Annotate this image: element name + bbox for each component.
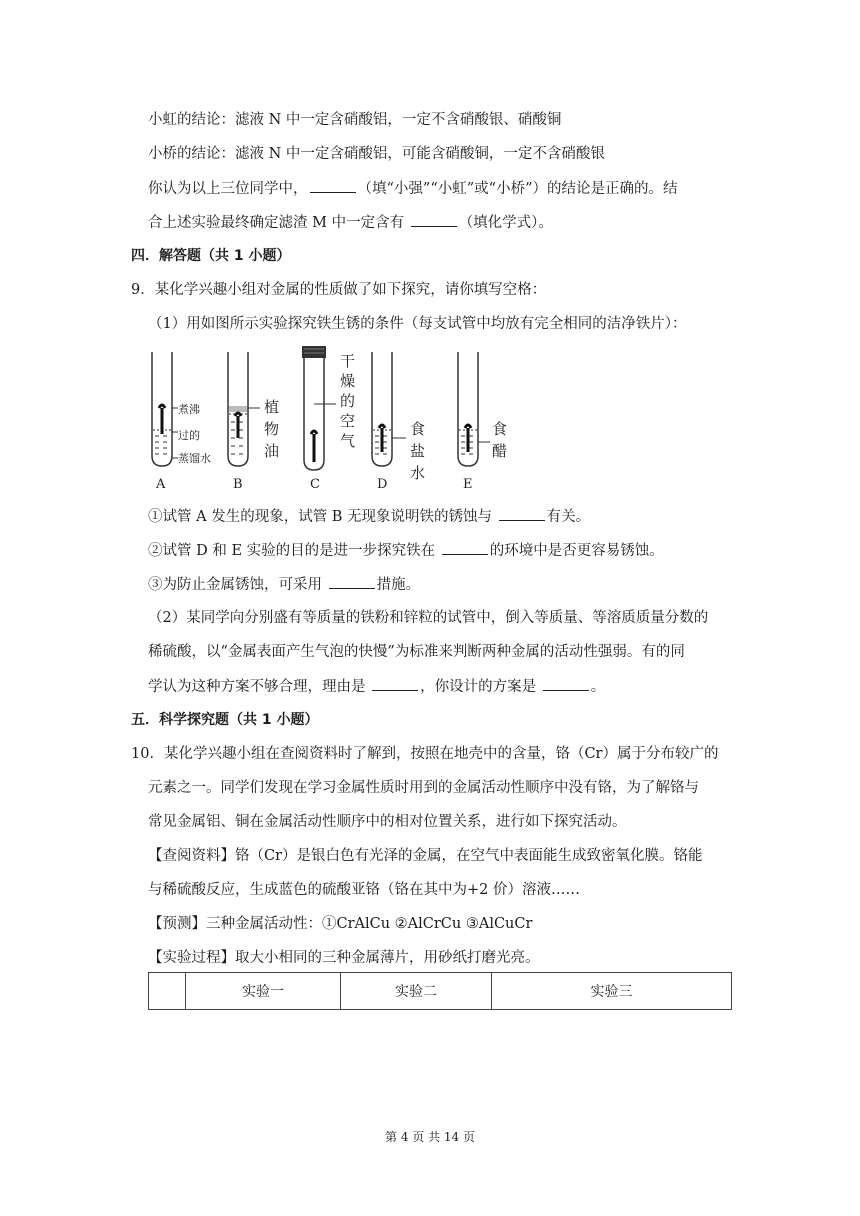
text-fragment: ，你设计的方案是	[420, 679, 541, 695]
answer-blank	[499, 506, 545, 521]
text-line	[148, 506, 590, 527]
text-line: 【查阅资料】铬（Cr）是银白色有光泽的金属，在空气中表面能生成致密氧化膜。铬能	[148, 848, 703, 864]
text-line: 元素之一。同学们发现在学习金属性质时用到的金属活动性顺序中没有铬，为了解铬与	[148, 780, 699, 796]
tube-label: D	[377, 477, 388, 492]
tube-e-label-2: 醋	[492, 442, 508, 460]
answer-blank	[442, 540, 488, 555]
text-line: 稀硫酸，以“金属表面产生气泡的快慢”为标准来判断两种金属的活动性强弱。有的同	[148, 644, 685, 660]
question-10: 10．某化学兴趣小组在查阅资料时了解到，按照在地壳中的含量，铬（Cr）属于分布较广的	[131, 746, 719, 762]
test-tube-figure	[140, 342, 530, 494]
answer-blank	[411, 212, 457, 227]
experiment-table	[148, 972, 732, 1010]
tube-b	[228, 352, 279, 492]
section-heading: 五．科学探究题（共 1 小题）	[131, 712, 319, 728]
text-fragment: 有关。	[546, 509, 591, 525]
text-fragment: 的环境中是否更容易锈蚀。	[489, 543, 664, 559]
text-line: 【预测】三种金属活动性：①CrAlCu ②AlCrCu ③AlCuCr	[148, 916, 533, 932]
tube-c-label-4: 空	[340, 412, 356, 430]
question-9: 9．某化学兴趣小组对金属的性质做了如下探究，请你填写空格：	[131, 282, 547, 298]
tube-label: A	[156, 477, 166, 492]
table-header-cell	[149, 973, 186, 1010]
tube-b-label-1: 植	[264, 398, 280, 416]
text-fragment: ②试管 D 和 E 实验的目的是进一步探究铁在	[148, 543, 440, 559]
tube-c-label-5: 气	[340, 432, 356, 450]
tube-label: B	[233, 477, 243, 492]
text-fragment: 学认为这种方案不够合理，理由是	[148, 679, 371, 695]
text-line: （2）某同学向分别盛有等质量的铁粉和锌粒的试管中，倒入等质量、等溶质质量分数的	[148, 610, 709, 626]
text-line: 与稀硫酸反应，生成蓝色的硫酸亚铬（铬在其中为+2 价）溶液……	[148, 882, 580, 898]
table-header-cell: 实验三	[492, 973, 732, 1010]
tube-e-label-1: 食	[492, 420, 508, 438]
tube-e	[458, 352, 507, 492]
table-header-cell: 实验二	[341, 973, 492, 1010]
answer-blank	[329, 574, 375, 589]
text-line	[148, 178, 677, 199]
answer-blank	[372, 676, 418, 691]
tube-a-label-3: 蒸馏水	[178, 452, 211, 465]
tube-label: C	[310, 477, 320, 492]
tube-a	[152, 352, 211, 492]
text-fragment: 你认为以上三位同学中，	[148, 181, 308, 197]
tube-b-label-3: 油	[264, 442, 280, 460]
text-fragment: （填“小强”“小虹”或“小桥”）的结论是正确的。结	[357, 181, 678, 197]
text-line	[148, 540, 664, 561]
text-fragment: ①试管 A 发生的现象，试管 B 无现象说明铁的锈蚀与	[148, 509, 497, 525]
tube-d-label-2: 盐	[410, 442, 426, 460]
text-line: 常见金属铝、铜在金属活动性顺序中的相对位置关系，进行如下探究活动。	[148, 814, 627, 830]
text-fragment: 措施。	[376, 577, 421, 593]
page-footer: 第 4 页 共 14 页	[385, 1130, 475, 1144]
tube-c-label-3: 的	[340, 392, 356, 410]
tube-d-label-1: 食	[410, 420, 426, 438]
text-fragment: 。	[590, 679, 606, 695]
text-line: 【实验过程】取大小相同的三种金属薄片，用砂纸打磨光亮。	[148, 950, 540, 966]
question-9-part-1: （1）用如图所示实验探究铁生锈的条件（每支试管中均放有完全相同的洁净铁片）：	[148, 316, 687, 332]
tube-d-label-3: 水	[410, 464, 426, 482]
answer-blank	[543, 676, 589, 691]
text-line: 小虹的结论：滤液 N 中一定含硝酸铝，一定不含硝酸银、硝酸铜	[148, 112, 562, 128]
text-line	[148, 676, 605, 697]
tube-b-label-2: 物	[264, 420, 280, 438]
tube-a-label-2: 过的	[178, 429, 200, 442]
tube-c	[302, 346, 355, 492]
tube-c-label-2: 燥	[340, 372, 356, 390]
text-fragment: 合上述实验最终确定滤渣 M 中一定含有	[148, 215, 409, 231]
section-heading: 四．解答题（共 1 小题）	[131, 248, 291, 264]
tube-c-label-1: 干	[340, 352, 356, 370]
text-line	[148, 574, 420, 595]
table-header-cell: 实验一	[186, 973, 341, 1010]
tube-a-label-1: 煮沸	[178, 403, 200, 416]
text-fragment: ③为防止金属锈蚀，可采用	[148, 577, 327, 593]
text-fragment: （填化学式）。	[458, 215, 553, 231]
text-line: 小桥的结论：滤液 N 中一定含硝酸铝，可能含硝酸铜，一定不含硝酸银	[148, 146, 605, 162]
answer-blank	[310, 178, 356, 193]
tube-label: E	[463, 477, 473, 492]
table-row	[149, 973, 732, 1010]
text-line	[148, 212, 553, 233]
tube-d	[372, 352, 425, 492]
